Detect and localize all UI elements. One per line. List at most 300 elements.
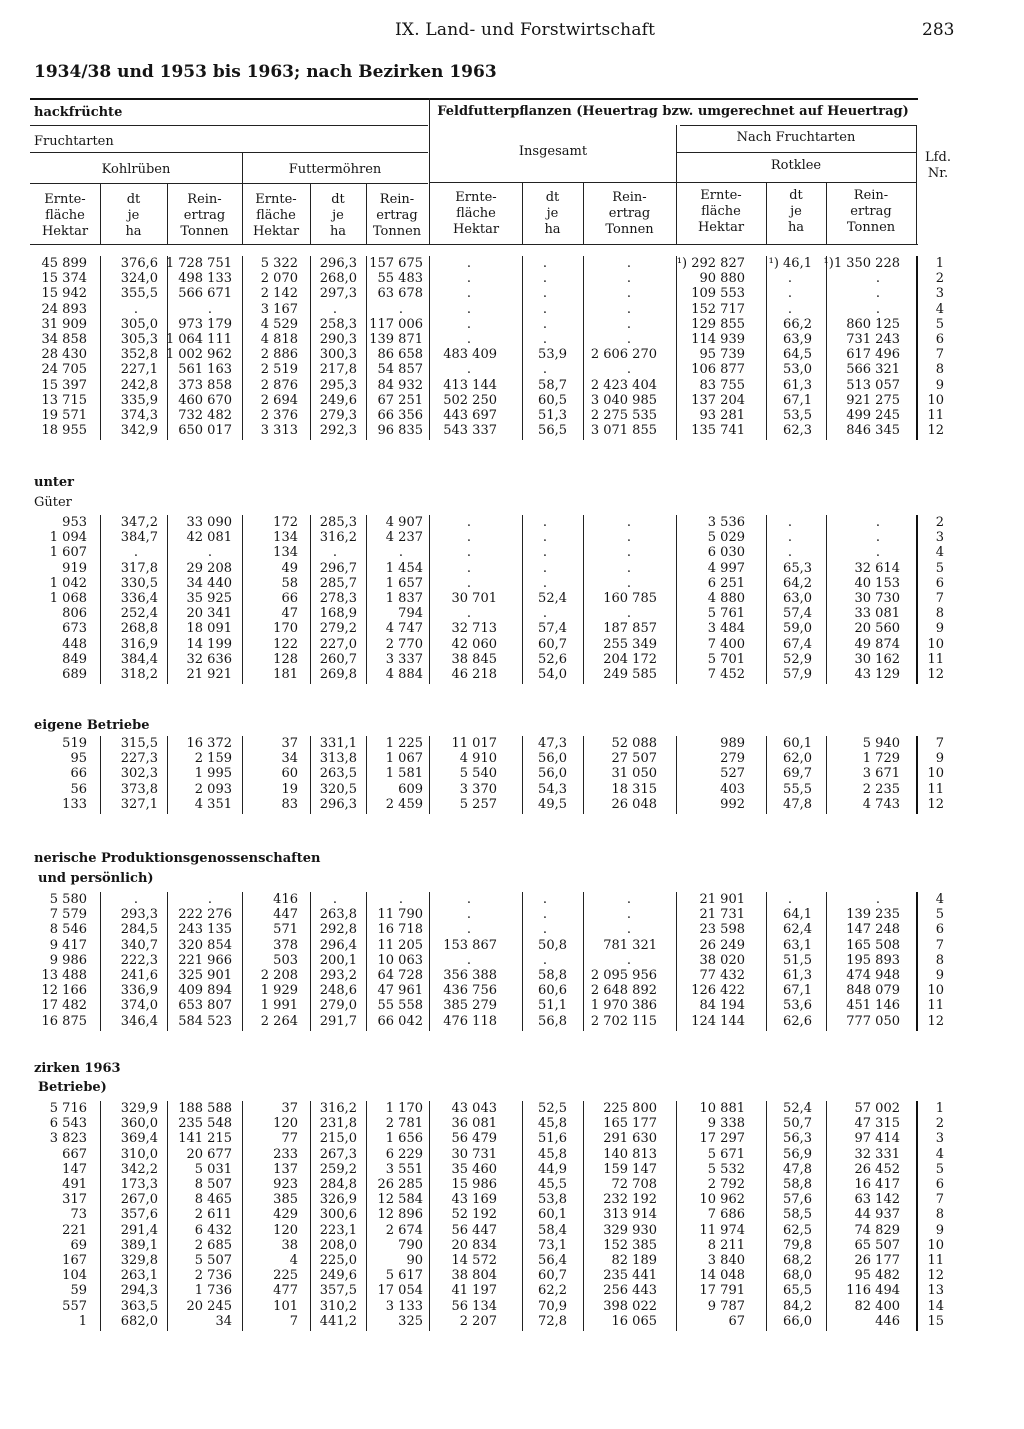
table-cell: . xyxy=(875,271,880,287)
row-separator-line xyxy=(100,736,101,814)
table-cell: 310,2 xyxy=(319,1298,357,1314)
table-cell: 82 189 xyxy=(611,1253,657,1269)
table-cell: . xyxy=(332,545,337,561)
header-kohlrueben: Kohlrüben xyxy=(101,162,171,177)
table-cell: . xyxy=(542,606,547,622)
table-cell: 2 142 xyxy=(260,286,298,302)
table-cell: 1 995 xyxy=(194,766,232,782)
table-cell: 62,4 xyxy=(783,922,812,938)
table-cell: 73 xyxy=(70,1207,87,1223)
table-cell: 566 321 xyxy=(846,362,900,378)
table-cell: 93 281 xyxy=(699,408,745,424)
table-cell: 923 xyxy=(273,1177,298,1193)
table-cell: 77 xyxy=(281,1131,298,1147)
table-cell: 335,9 xyxy=(120,392,158,408)
table-cell: 7 xyxy=(289,1313,298,1329)
table-cell: 58,8 xyxy=(783,1177,812,1193)
table-cell: 302,3 xyxy=(120,766,158,782)
table-cell: 7 452 xyxy=(707,667,745,683)
table-cell: 336,4 xyxy=(120,591,158,607)
table-cell: 51,3 xyxy=(538,408,567,424)
table-cell: 3 671 xyxy=(862,766,900,782)
table-cell: 9 338 xyxy=(707,1116,745,1132)
table-cell: 26 285 xyxy=(377,1177,423,1193)
table-cell: 66,2 xyxy=(783,316,812,332)
table-cell: . xyxy=(466,301,471,317)
table-cell: 63,0 xyxy=(783,591,812,607)
table-cell: 181 xyxy=(273,667,298,683)
table-cell: 5 xyxy=(935,316,944,332)
table-cell: 342,2 xyxy=(120,1161,158,1177)
table-cell: . xyxy=(542,560,547,576)
table-cell: 293,2 xyxy=(319,968,357,984)
table-cell: 279,0 xyxy=(319,998,357,1014)
table-cell: 38 804 xyxy=(451,1268,497,1284)
section-subtitle-4: und persönlich) xyxy=(38,871,154,886)
table-cell: 447 xyxy=(273,907,298,923)
table-cell: . xyxy=(542,952,547,968)
table-cell: 11 xyxy=(927,408,944,424)
table-column xyxy=(914,256,944,438)
table-cell: 20 677 xyxy=(186,1146,232,1162)
header-col-flaeche-1: Ernte- fläche Hektar xyxy=(41,192,89,239)
table-cell: . xyxy=(466,922,471,938)
table-cell: 120 xyxy=(273,1116,298,1132)
table-cell: 63 678 xyxy=(377,286,423,302)
table-cell: 609 xyxy=(398,781,423,797)
table-cell: 86 658 xyxy=(377,347,423,363)
table-cell: 227,0 xyxy=(319,636,357,652)
table-column xyxy=(103,892,158,1029)
table-cell: 12 xyxy=(927,423,944,439)
table-cell: 55 483 xyxy=(377,271,423,287)
table-cell: 60,1 xyxy=(538,1207,567,1223)
table-cell: 208,0 xyxy=(319,1237,357,1253)
table-cell: 4 529 xyxy=(260,316,298,332)
table-cell: 9 xyxy=(935,621,944,637)
table-cell: 83 xyxy=(281,796,298,812)
table-cell: 95 xyxy=(70,751,87,767)
table-column xyxy=(752,736,812,812)
table-column xyxy=(914,1101,944,1329)
table-cell: 317,8 xyxy=(120,560,158,576)
table-cell: 44,9 xyxy=(538,1161,567,1177)
section-title-4: nerische Produktionsgenossenschaften xyxy=(34,851,321,866)
table-cell: 30 730 xyxy=(854,591,900,607)
table-cell: 21 901 xyxy=(699,892,745,907)
table-cell: 141 215 xyxy=(178,1131,232,1147)
table-cell: 527 xyxy=(720,766,745,782)
table-cell: 54,0 xyxy=(538,667,567,683)
table-cell: 95 482 xyxy=(854,1268,900,1284)
table-cell: 59 xyxy=(70,1283,87,1299)
table-cell: 52,4 xyxy=(783,1101,812,1116)
table-cell: 34 xyxy=(281,751,298,767)
table-cell: 325 901 xyxy=(178,968,232,984)
table-cell: 120 xyxy=(273,1222,298,1238)
table-cell: 128 xyxy=(273,651,298,667)
table-cell: 84 194 xyxy=(699,998,745,1014)
table-cell: 222 276 xyxy=(178,907,232,923)
table-cell: 1 657 xyxy=(385,575,423,591)
table-cell: 56,9 xyxy=(783,1146,812,1162)
table-cell: 1 225 xyxy=(385,736,423,751)
table-cell: 316,2 xyxy=(319,530,357,546)
table-cell: 860 125 xyxy=(846,316,900,332)
table-cell: 398 022 xyxy=(603,1298,657,1314)
table-cell: 30 162 xyxy=(854,651,900,667)
table-cell: 5 xyxy=(935,907,944,923)
table-cell: 385 xyxy=(273,1192,298,1208)
table-column xyxy=(815,736,900,812)
rule-under-nach-fruchtarten xyxy=(676,152,917,153)
table-cell: 1 837 xyxy=(385,591,423,607)
table-cell: 52 192 xyxy=(451,1207,497,1223)
table-cell: 477 xyxy=(273,1283,298,1299)
table-cell: . xyxy=(207,301,212,317)
table-cell: 167 xyxy=(62,1253,87,1269)
table-cell: . xyxy=(542,907,547,923)
table-cell: 57,9 xyxy=(783,667,812,683)
table-cell: 259,2 xyxy=(319,1161,357,1177)
table-cell: 61,3 xyxy=(783,968,812,984)
table-cell: 2 685 xyxy=(194,1237,232,1253)
table-cell: 413 144 xyxy=(443,377,497,393)
table-cell: 263,5 xyxy=(319,766,357,782)
table-cell: 47 xyxy=(281,606,298,622)
header-fruchtarten: Fruchtarten xyxy=(34,134,114,149)
table-cell: 137 204 xyxy=(691,392,745,408)
table-cell: 340,7 xyxy=(120,937,158,953)
table-column xyxy=(307,736,357,812)
table-cell: 6 xyxy=(935,575,944,591)
table-cell: 126 422 xyxy=(691,983,745,999)
table-column xyxy=(103,736,158,812)
table-cell: 284,8 xyxy=(319,1177,357,1193)
table-cell: 57,4 xyxy=(538,621,567,637)
table-column xyxy=(243,736,298,812)
table-cell: 326,9 xyxy=(319,1192,357,1208)
table-cell: 848 079 xyxy=(846,983,900,999)
table-cell: . xyxy=(626,545,631,561)
table-cell: 3 071 855 xyxy=(590,423,657,439)
table-cell: 3 823 xyxy=(49,1131,87,1147)
header-col-rein-3: Rein- ertrag Tonnen xyxy=(605,190,654,237)
table-cell: 67 251 xyxy=(377,392,423,408)
table-cell: 499 245 xyxy=(846,408,900,424)
header-insgesamt: Insgesamt xyxy=(518,144,588,159)
table-cell: 52,6 xyxy=(538,651,567,667)
table-cell: 7 686 xyxy=(707,1207,745,1223)
table-cell: 446 xyxy=(875,1313,900,1329)
header-col-flaeche-3: Ernte- fläche Hektar xyxy=(452,190,500,237)
table-cell: 5 940 xyxy=(862,736,900,751)
table-cell: . xyxy=(466,332,471,348)
table-cell: 293,3 xyxy=(120,907,158,923)
table-cell: 460 670 xyxy=(178,392,232,408)
chapter-header: IX. Land- und Forstwirtschaft xyxy=(395,20,656,40)
table-cell: 139 871 xyxy=(369,332,423,348)
table-cell: . xyxy=(542,286,547,302)
table-cell: 260,7 xyxy=(319,651,357,667)
table-cell: 225,0 xyxy=(319,1253,357,1269)
table-cell: 18 091 xyxy=(186,621,232,637)
table-column xyxy=(567,1101,657,1329)
table-column xyxy=(427,1101,497,1329)
table-cell: 147 xyxy=(62,1161,87,1177)
table-cell: 58,5 xyxy=(783,1207,812,1223)
table-cell: 249,6 xyxy=(319,392,357,408)
table-cell: 297,3 xyxy=(319,286,357,302)
table-cell: 15 942 xyxy=(41,286,87,302)
table-column xyxy=(567,256,657,438)
table-cell: 168,9 xyxy=(319,606,357,622)
table-cell: 11 790 xyxy=(377,907,423,923)
table-cell: 5 029 xyxy=(707,530,745,546)
table-cell: 17 482 xyxy=(41,998,87,1014)
table-cell: 9 787 xyxy=(707,1298,745,1314)
table-column xyxy=(752,1101,812,1329)
table-cell: 336,9 xyxy=(120,983,158,999)
table-cell: . xyxy=(207,892,212,907)
table-cell: 9 417 xyxy=(49,937,87,953)
table-cell: 17 054 xyxy=(377,1283,423,1299)
table-cell: 68,0 xyxy=(783,1268,812,1284)
table-column xyxy=(815,892,900,1029)
header-col-rein-4: Rein- ertrag Tonnen xyxy=(846,188,896,235)
table-cell: 1 581 xyxy=(385,766,423,782)
table-cell: 653 807 xyxy=(178,998,232,1014)
table-cell: . xyxy=(875,530,880,546)
table-column xyxy=(517,1101,567,1329)
table-cell: 221 xyxy=(62,1222,87,1238)
table-cell: . xyxy=(466,362,471,378)
table-cell: 513 057 xyxy=(846,377,900,393)
table-cell: 10 xyxy=(927,1237,944,1253)
table-cell: 30 701 xyxy=(451,591,497,607)
table-cell: 134 xyxy=(273,530,298,546)
table-cell: 5 540 xyxy=(459,766,497,782)
table-cell: 82 400 xyxy=(854,1298,900,1314)
table-cell: 47,3 xyxy=(538,736,567,751)
header-rotklee: Rotklee xyxy=(770,158,822,173)
table-cell: 566 671 xyxy=(178,286,232,302)
table-cell: . xyxy=(542,271,547,287)
table-cell: 116 494 xyxy=(846,1283,900,1299)
table-cell: 66 xyxy=(281,591,298,607)
table-cell: 5 xyxy=(935,1161,944,1177)
table-cell: 56,8 xyxy=(538,1013,567,1029)
table-cell: 451 146 xyxy=(846,998,900,1014)
table-cell: 165 508 xyxy=(846,937,900,953)
table-column xyxy=(162,1101,232,1329)
table-column xyxy=(752,515,812,682)
table-cell: 204 172 xyxy=(603,651,657,667)
table-cell: 324,0 xyxy=(120,271,158,287)
table-cell: 403 xyxy=(720,781,745,797)
table-cell: . xyxy=(626,515,631,530)
table-cell: 34 xyxy=(215,1313,232,1329)
table-cell: 1 064 111 xyxy=(165,332,232,348)
table-cell: . xyxy=(542,301,547,317)
table-cell: 19 571 xyxy=(41,408,87,424)
table-cell: 84 932 xyxy=(377,377,423,393)
table-cell: 1 454 xyxy=(385,560,423,576)
table-cell: 12 584 xyxy=(377,1192,423,1208)
table-cell: 29 208 xyxy=(186,560,232,576)
table-cell: 2 876 xyxy=(260,377,298,393)
row-separator-line xyxy=(100,1101,101,1331)
table-cell: 279,3 xyxy=(319,408,357,424)
table-column xyxy=(363,736,423,812)
table-cell: . xyxy=(542,316,547,332)
table-cell: 846 345 xyxy=(846,423,900,439)
table-cell: 58,7 xyxy=(538,377,567,393)
table-cell: 11 xyxy=(927,781,944,797)
table-cell: 16 718 xyxy=(377,922,423,938)
table-cell: 33 090 xyxy=(186,515,232,530)
table-cell: 2 207 xyxy=(459,1313,497,1329)
table-cell: 342,9 xyxy=(120,423,158,439)
table-cell: 63,9 xyxy=(783,332,812,348)
table-cell: 1 607 xyxy=(49,545,87,561)
table-cell: . xyxy=(133,892,138,907)
rule-under-fruchtarten xyxy=(30,152,428,153)
table-cell: 134 xyxy=(273,545,298,561)
table-cell: 159 147 xyxy=(603,1161,657,1177)
table-cell: 243 135 xyxy=(178,922,232,938)
table-cell: 42 081 xyxy=(186,530,232,546)
header-col-flaeche-4: Ernte- fläche Hektar xyxy=(697,188,745,235)
table-cell: 51,6 xyxy=(538,1131,567,1147)
table-column xyxy=(517,256,567,438)
table-cell: 6 543 xyxy=(49,1116,87,1132)
table-cell: 13 xyxy=(927,1283,944,1299)
table-cell: 53,8 xyxy=(538,1192,567,1208)
table-cell: 249,6 xyxy=(319,1268,357,1284)
table-cell: 291,4 xyxy=(120,1222,158,1238)
table-cell: 1 094 xyxy=(49,530,87,546)
table-cell: 11 xyxy=(927,1253,944,1269)
section-title-2: unter xyxy=(34,475,75,490)
table-cell: 43 129 xyxy=(854,667,900,683)
table-cell: 6 030 xyxy=(707,545,745,561)
table-cell: 14 xyxy=(927,1298,944,1314)
table-cell: 296,3 xyxy=(319,796,357,812)
table-cell: . xyxy=(466,606,471,622)
table-column xyxy=(103,515,158,682)
table-column xyxy=(243,256,298,438)
table-cell: . xyxy=(626,362,631,378)
table-cell: 232 192 xyxy=(603,1192,657,1208)
table-cell: 7 xyxy=(935,736,944,751)
table-cell: 30 731 xyxy=(451,1146,497,1162)
table-cell: . xyxy=(626,575,631,591)
table-cell: 64 728 xyxy=(377,968,423,984)
table-cell: 90 xyxy=(406,1253,423,1269)
table-cell: 8 465 xyxy=(194,1192,232,1208)
table-cell: 4 997 xyxy=(707,560,745,576)
table-column xyxy=(655,892,745,1029)
rule-under-feldfutter-right xyxy=(680,125,917,126)
header-bottom-rule xyxy=(30,244,918,245)
table-column xyxy=(517,736,567,812)
table-cell: 279,2 xyxy=(319,621,357,637)
table-cell: 65 507 xyxy=(854,1237,900,1253)
table-cell: 10 xyxy=(927,983,944,999)
table-cell: 124 144 xyxy=(691,1013,745,1029)
table-cell: 52,9 xyxy=(783,651,812,667)
table-cell: 60,7 xyxy=(538,1268,567,1284)
table-cell: 15 xyxy=(927,1313,944,1329)
table-cell: 67 xyxy=(728,1313,745,1329)
table-cell: 3 133 xyxy=(385,1298,423,1314)
table-cell: 16 372 xyxy=(186,736,232,751)
table-cell: 67,4 xyxy=(783,636,812,652)
table-cell: 689 xyxy=(62,667,87,683)
table-cell: 10 xyxy=(927,636,944,652)
table-cell: 11 017 xyxy=(451,736,497,751)
table-cell: 56,4 xyxy=(538,1253,567,1269)
table-cell: . xyxy=(875,515,880,530)
table-column xyxy=(243,892,298,1029)
table-cell: 72 708 xyxy=(611,1177,657,1193)
table-cell: 56,3 xyxy=(783,1131,812,1147)
table-cell: . xyxy=(787,545,792,561)
table-cell: 11 xyxy=(927,998,944,1014)
table-cell: 4 xyxy=(935,545,944,561)
table-cell: 443 697 xyxy=(443,408,497,424)
table-cell: 101 xyxy=(273,1298,298,1314)
table-cell: 3 xyxy=(935,530,944,546)
table-cell: . xyxy=(466,952,471,968)
table-cell: 4 880 xyxy=(707,591,745,607)
table-cell: 389,1 xyxy=(120,1237,158,1253)
table-cell: 561 163 xyxy=(178,362,232,378)
table-cell: 2 159 xyxy=(194,751,232,767)
table-cell: 369,4 xyxy=(120,1131,158,1147)
table-cell: 3 370 xyxy=(459,781,497,797)
table-cell: . xyxy=(466,560,471,576)
table-cell: . xyxy=(542,515,547,530)
table-cell: 7 xyxy=(935,1192,944,1208)
table-cell: 331,1 xyxy=(319,736,357,751)
table-cell: 21 921 xyxy=(186,667,232,683)
table-cell: . xyxy=(466,256,471,271)
table-cell: . xyxy=(626,892,631,907)
table-column xyxy=(752,256,812,438)
table-cell: 7 400 xyxy=(707,636,745,652)
table-cell: 584 523 xyxy=(178,1013,232,1029)
table-cell: 2 xyxy=(935,1116,944,1132)
header-nach-fruchtarten: Nach Fruchtarten xyxy=(736,130,856,145)
table-cell: 38 845 xyxy=(451,651,497,667)
table-cell: 38 xyxy=(281,1237,298,1253)
table-cell: 53,9 xyxy=(538,347,567,363)
table-cell: 11 xyxy=(927,651,944,667)
table-cell: 498 133 xyxy=(178,271,232,287)
table-cell: . xyxy=(626,316,631,332)
table-cell: 6 432 xyxy=(194,1222,232,1238)
table-cell: 294,3 xyxy=(120,1283,158,1299)
table-cell: 69,7 xyxy=(783,766,812,782)
table-cell: 310,0 xyxy=(120,1146,158,1162)
table-cell: 305,3 xyxy=(120,332,158,348)
table-cell: . xyxy=(466,907,471,923)
table-column xyxy=(27,892,87,1029)
table-cell: 83 755 xyxy=(699,377,745,393)
table-column xyxy=(243,515,298,682)
